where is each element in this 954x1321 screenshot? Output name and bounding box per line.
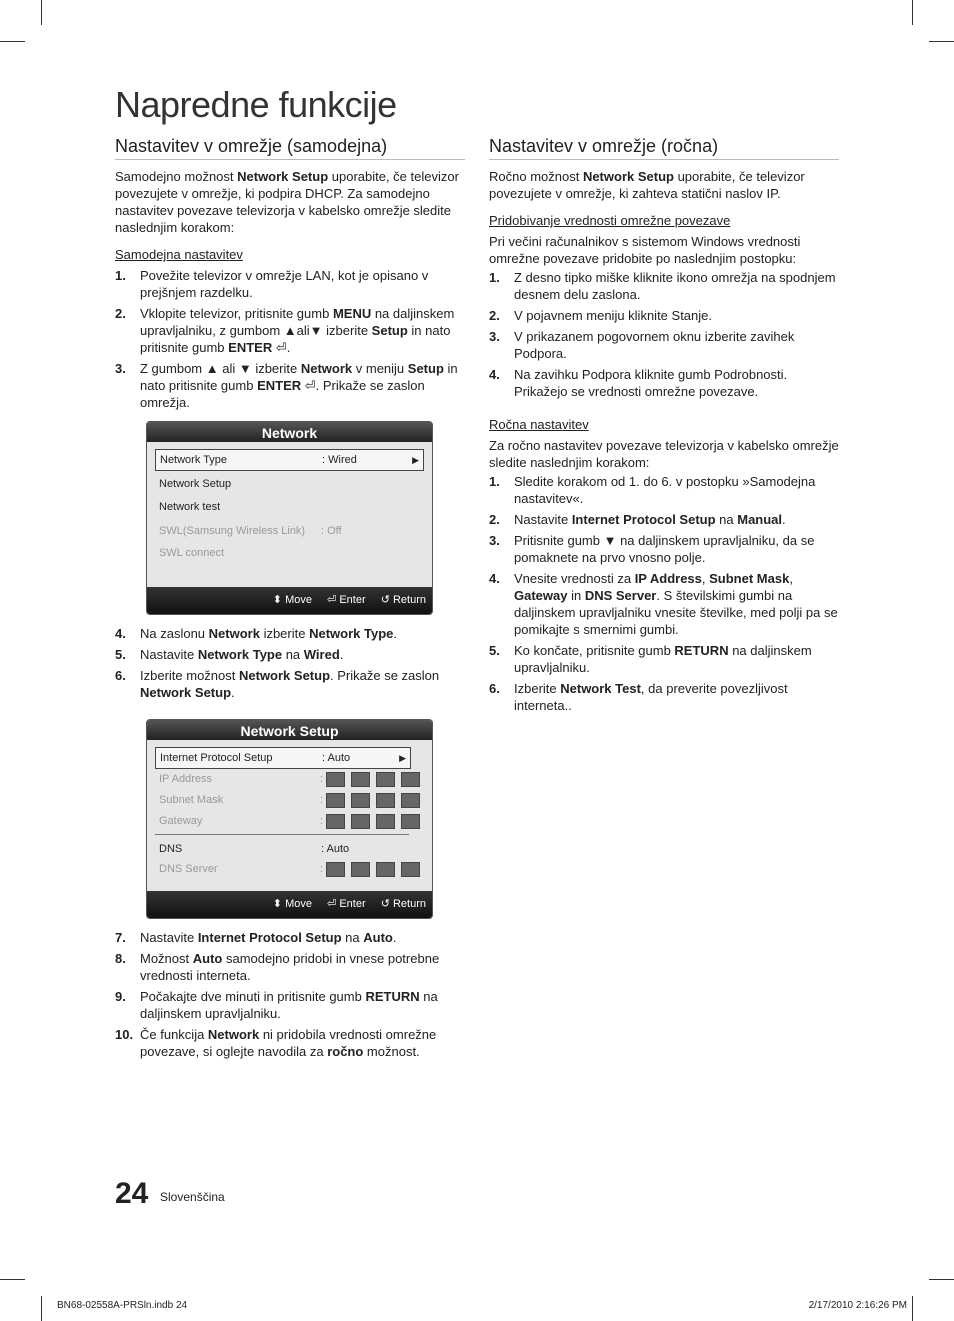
divider [155, 834, 409, 835]
section-heading-manual: Nastavitev v omrežje (ročna) [489, 138, 839, 160]
list-item [115, 646, 465, 663]
left-column [115, 138, 465, 1070]
step-text: Z desno tipko miške kliknite ikono omrežja na spodnjem desnem delu zaslona. [514, 270, 836, 302]
dns-server-fields [326, 862, 420, 877]
network-setup-screen [146, 719, 433, 919]
return-icon: ↺ [380, 594, 390, 606]
step-text: Z gumbom ▲ ali ▼ izberite Network v meniju Setup in nato pritisnite gumb ENTER ⏎. Prikaže se zaslon omrežja. [140, 361, 458, 410]
step-number: 4. [115, 626, 126, 641]
step-text: Povežite televizor v omrežje LAN, kot je opisano v prejšnjem razdelku. [140, 268, 429, 300]
step-number: 5. [489, 643, 500, 658]
crop-mark [929, 41, 954, 42]
step-number: 6. [115, 668, 126, 683]
step-number: 2. [115, 306, 126, 321]
network-menu-footer [147, 587, 432, 614]
return-hint: ↺ Return [380, 594, 426, 606]
menu-row-network-setup[interactable]: Network Setup [159, 477, 232, 490]
step-number: 9. [115, 989, 126, 1004]
step-number: 10. [115, 1027, 134, 1042]
step-number: 4. [489, 367, 500, 382]
move-hint: ⬍ Move [272, 898, 312, 910]
step-number: 1. [489, 474, 500, 489]
step-text: Možnost Auto samodejno pridobi in vnese potrebne vrednosti interneta. [140, 951, 440, 983]
step-number: 3. [115, 361, 126, 376]
arrow-right-icon: ▶ [399, 752, 406, 763]
subnet-mask-fields [326, 793, 420, 808]
updown-icon: ⬍ [272, 898, 283, 910]
menu-row-dns-server: DNS Server : [155, 859, 424, 880]
step-number: 6. [489, 681, 500, 696]
list-item [489, 570, 839, 638]
step-text: V prikazanem pogovornem oknu izberite zavihek Podpora. [514, 329, 795, 361]
enter-hint: ⏎ Enter [327, 898, 366, 910]
menu-row-network-test[interactable]: Network test [159, 500, 221, 513]
step-number: 3. [489, 329, 500, 344]
step-number: 3. [489, 533, 500, 548]
intro-paragraph: Ročno možnost Network Setup uporabite, če televizor povezujete v omrežje, ki zahteva statični naslov IP. [489, 169, 805, 201]
updown-icon: ⬍ [272, 594, 283, 606]
language-label: Slovenščina [160, 1190, 225, 1204]
steps-list [489, 269, 839, 400]
network-menu-body [147, 442, 432, 587]
ip-address-fields [326, 772, 420, 787]
enter-icon: ⏎ [327, 898, 337, 910]
list-item [115, 625, 465, 642]
arrow-right-icon: ▶ [412, 454, 419, 465]
sub2-intro: Za ročno nastavitev povezave televizorja v kabelsko omrežje sledite naslednjim korakom: [489, 438, 839, 470]
right-column [489, 138, 839, 724]
section-heading-auto: Nastavitev v omrežje (samodejna) [115, 138, 465, 160]
footer-date-info: 2/17/2010 2:16:26 PM [808, 1300, 907, 1311]
step-text: Nastavite Network Type na Wired. [140, 647, 344, 662]
step-number: 7. [115, 930, 126, 945]
intro-paragraph: Samodejno možnost Network Setup uporabite, če televizor povezujete v omrežje, ki podpira DHCP. Za samodejno nastavitev povezave televizorja v kabelsko omrežje sledite naslednjim korakom: [115, 169, 459, 235]
step-number: 5. [115, 647, 126, 662]
list-item [489, 511, 839, 528]
gateway-fields [326, 814, 420, 829]
step-text: Počakajte dve minuti in pritisnite gumb RETURN na daljinskem upravljalniku. [140, 989, 438, 1021]
list-item [489, 307, 839, 324]
menu-row-swl: SWL(Samsung Wireless Link) : Off [159, 524, 342, 537]
step-text: Če funkcija Network ni pridobila vrednosti omrežne povezave, si oglejte navodila za ročno možnost. [140, 1027, 437, 1059]
list-item [489, 269, 839, 303]
crop-mark [929, 1279, 954, 1280]
list-item [115, 950, 465, 984]
step-text: Na zaslonu Network izberite Network Type. [140, 626, 397, 641]
step-text: Na zavihku Podpora kliknite gumb Podrobnosti. Prikažejo se vrednosti omrežne povezave. [514, 367, 788, 399]
step-text: Vnesite vrednosti za IP Address, Subnet Mask, Gateway in DNS Server. S številskimi gumbi na daljinskem upravljalniku vnesite številke, med polji pa se pomikajte s smernimi gumbi. [514, 571, 838, 637]
crop-mark [41, 0, 42, 25]
menu-row-gateway: Gateway : [155, 811, 424, 832]
list-item [115, 305, 465, 356]
list-item [115, 360, 465, 411]
list-item [115, 988, 465, 1022]
step-number: 8. [115, 951, 126, 966]
subheading-get-values: Pridobivanje vrednosti omrežne povezave [489, 213, 731, 228]
return-hint: ↺ Return [380, 898, 426, 910]
list-item [489, 366, 839, 400]
footer-file-info: BN68-02558A-PRSln.indb 24 [57, 1300, 188, 1311]
menu-row-swl-connect: SWL connect [159, 546, 225, 559]
page-title: Napredne funkcije [115, 84, 397, 125]
menu-row-dns[interactable]: DNS : Auto [159, 842, 350, 855]
step-text: Pritisnite gumb ▼ na daljinskem upravljalniku, da se pomaknete na prvo vnosno polje. [514, 533, 815, 565]
step-text: Ko končate, pritisnite gumb RETURN na daljinskem upravljalniku. [514, 643, 812, 675]
crop-mark [912, 1296, 913, 1321]
list-item [115, 267, 465, 301]
enter-icon: ⏎ [327, 594, 337, 606]
sub1-intro: Pri večini računalnikov s sistemom Windows vrednosti omrežne povezave pridobite po naslednjim postopku: [489, 234, 801, 266]
menu-row-ip-protocol[interactable]: Internet Protocol Setup : Auto ▶ [155, 747, 411, 769]
enter-hint: ⏎ Enter [327, 594, 366, 606]
steps-list [489, 473, 839, 714]
step-number: 4. [489, 571, 500, 586]
network-setup-body [147, 740, 432, 891]
network-menu-screen [146, 421, 433, 615]
step-text: Nastavite Internet Protocol Setup na Manual. [514, 512, 786, 527]
list-item [489, 642, 839, 676]
step-text: Vklopite televizor, pritisnite gumb MENU na daljinskem upravljalniku, z gumbom ▲ali▼ izberite Setup in nato pritisnite gumb ENTER ⏎. [140, 306, 455, 355]
step-text: V pojavnem meniju kliknite Stanje. [514, 308, 712, 323]
step-number: 1. [489, 270, 500, 285]
move-hint: ⬍ Move [272, 594, 312, 606]
list-item [489, 532, 839, 566]
list-item [115, 929, 465, 946]
step-text: Nastavite Internet Protocol Setup na Auto. [140, 930, 397, 945]
steps-list [115, 625, 465, 701]
step-number: 2. [489, 308, 500, 323]
list-item [489, 328, 839, 362]
subheading-auto-setup: Samodejna nastavitev [115, 247, 243, 262]
step-text: Sledite korakom od 1. do 6. v postopku »Samodejna nastavitev«. [514, 474, 816, 506]
page-number: 24 [115, 1177, 149, 1210]
crop-mark [41, 1296, 42, 1321]
subheading-manual-setup: Ročna nastavitev [489, 417, 589, 432]
list-item [115, 667, 465, 701]
step-number: 2. [489, 512, 500, 527]
list-item [115, 1026, 465, 1060]
menu-row-network-type[interactable]: Network Type : Wired ▶ [155, 449, 424, 471]
network-menu-title: Network [147, 422, 432, 442]
step-number: 1. [115, 268, 126, 283]
crop-mark [0, 1279, 25, 1280]
menu-row-ip-address: IP Address : [155, 769, 424, 790]
network-setup-footer [147, 891, 432, 918]
crop-mark [912, 0, 913, 25]
step-text: Izberite možnost Network Setup. Prikaže se zaslon Network Setup. [140, 668, 440, 700]
list-item [489, 680, 839, 714]
crop-mark [0, 41, 25, 42]
steps-list [115, 929, 465, 1060]
list-item [489, 473, 839, 507]
steps-list [115, 267, 465, 411]
network-setup-title: Network Setup [147, 720, 432, 740]
menu-row-subnet-mask: Subnet Mask : [155, 790, 424, 811]
step-text: Izberite Network Test, da preverite povezljivost interneta.. [514, 681, 788, 713]
return-icon: ↺ [380, 898, 390, 910]
